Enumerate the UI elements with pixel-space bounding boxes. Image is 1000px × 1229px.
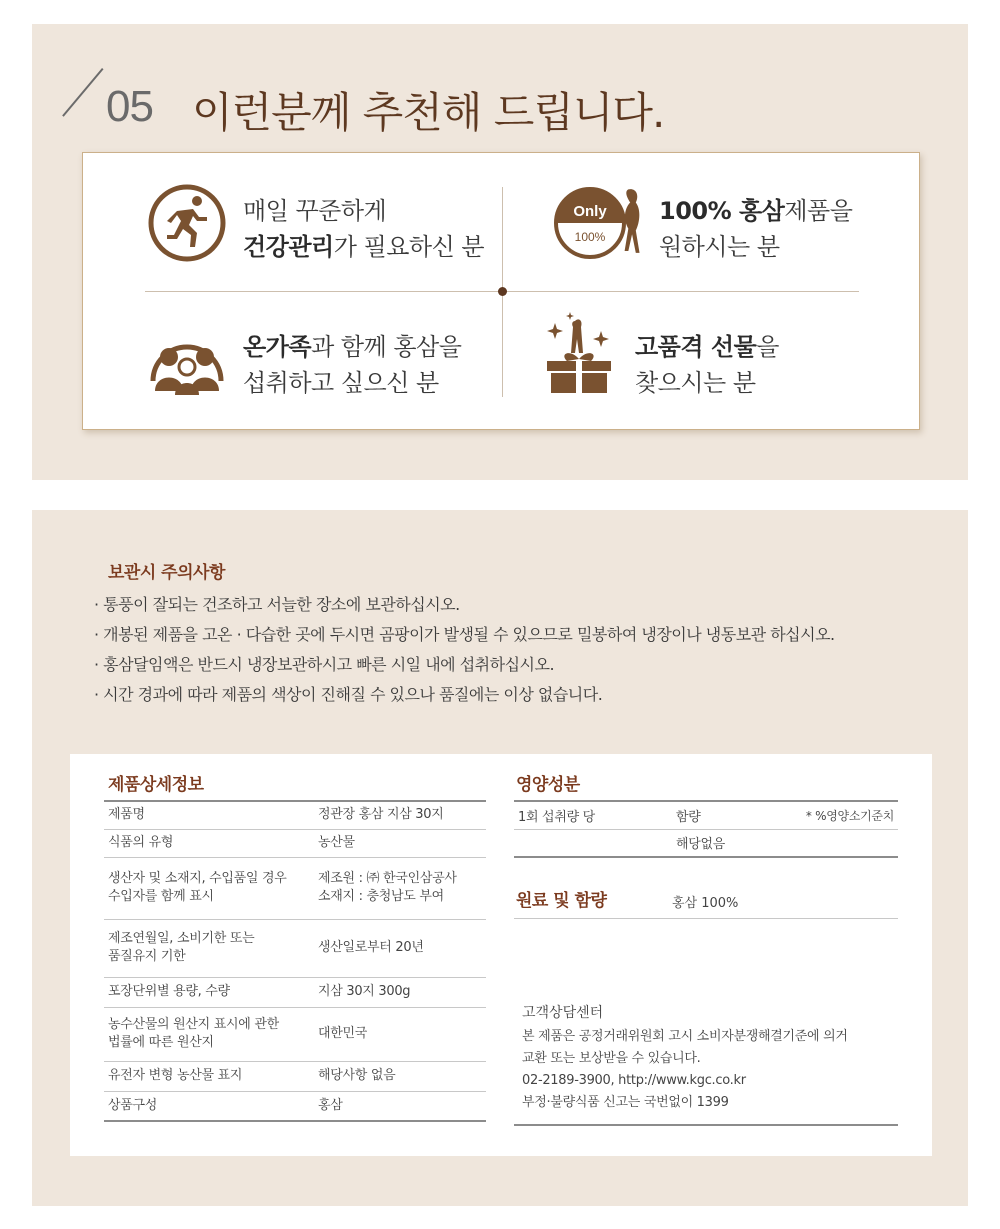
detail-value: 대한민국 [314,1007,486,1061]
section-title: 이런분께 추천해 드립니다. [192,88,665,137]
recommend-line1: 온가족과 함께 홍삼을 [243,333,462,361]
recommend-line2: 원하시는 분 [659,233,780,261]
storage-notes-list [94,590,835,710]
badge-100-text: 100% [574,230,606,244]
customer-line: 교환 또는 보상받을 수 있습니다. [522,1051,701,1066]
badge-only-text: Only [573,203,607,220]
recommend-section [32,24,968,480]
customer-line: 본 제품은 공정거래위원회 고시 소비자분쟁해결기준에 의거 [522,1029,848,1044]
storage-note: · 시간 경과에 따라 제품의 색상이 진해질 수 있으나 품질에는 이상 없습니다. [94,685,603,704]
recommend-item-100-red-ginseng [539,183,899,283]
product-info-box [70,754,932,1156]
nutrition-amount-header: 함량 [672,801,796,829]
table-row [104,977,486,1007]
customer-line: 부정·불량식품 신고는 국번없이 1399 [522,1095,729,1110]
recommend-line2: 찾으시는 분 [635,369,756,397]
ginseng-root-icon [619,185,647,261]
detail-key: 유전자 변형 농산물 표지 [104,1061,314,1091]
storage-note: · 홍삼달임액은 반드시 냉장보관하시고 빠른 시일 내에 섭취하십시오. [94,655,555,674]
recommend-item-text [243,329,461,401]
detail-key: 포장단위별 용량, 수량 [104,977,314,1007]
recommend-item-text [635,329,779,401]
runner-icon [147,183,227,263]
table-row [514,829,898,857]
detail-key: 상품구성 [104,1091,314,1121]
detail-value: 해당사항 없음 [314,1061,486,1091]
recommend-item-text [243,193,484,265]
customer-center-info [522,1026,848,1114]
detail-key: 농수산물의 원산지 표시에 관한 법률에 따른 원산지 [104,1007,314,1061]
storage-title: 보관시 주의사항 [108,563,225,583]
table-row [104,919,486,977]
detail-value: 정관장 홍삼 지삼 30지 [314,801,486,829]
storage-note: · 개봉된 제품을 고온 · 다습한 곳에 두시면 곰팡이가 발생될 수 있으므로 밀봉하여 냉장이나 냉동보관 하십시오. [94,625,835,644]
recommend-line2: 건강관리가 필요하신 분 [243,233,485,261]
table-row [104,829,486,857]
recommend-item-daily-health [147,183,507,283]
detail-value: 제조원 : ㈜ 한국인삼공사 소재지 : 충청남도 부여 [314,857,486,919]
gift-box-icon [539,309,619,399]
table-row [104,1091,486,1121]
table-row [514,801,898,829]
table-row [104,1007,486,1061]
nutrition-table [514,800,898,858]
details-title: 제품상세정보 [108,775,204,795]
recommend-line1: 100% 홍삼제품을 [659,197,853,225]
family-icon [147,319,227,399]
card-center-dot [498,287,507,296]
recommend-line2: 섭취하고 싶으신 분 [243,369,439,397]
storage-note: · 통풍이 잘되는 건조하고 서늘한 장소에 보관하십시오. [94,595,460,614]
nutrition-serving-header: 1회 섭취량 당 [514,801,672,829]
customer-line: 02-2189-3900, http://www.kgc.co.kr [522,1073,746,1088]
recommend-item-family [147,319,507,419]
detail-key: 생산자 및 소재지, 수입품일 경우 수입자를 함께 표시 [104,857,314,919]
recommend-line1: 고품격 선물을 [635,333,779,361]
nutrition-title: 영양성분 [516,775,580,795]
detail-value: 홍삼 [314,1091,486,1121]
recommend-item-text [659,193,852,265]
detail-key: 제품명 [104,801,314,829]
customer-bottom-rule [514,1124,898,1126]
nutrition-value: 해당없음 [672,829,796,857]
table-row [104,801,486,829]
section-number: 05 [106,82,153,131]
detail-key: 제조연월일, 소비기한 또는 품질유지 기한 [104,919,314,977]
ingredients-title: 원료 및 함량 [516,891,607,911]
ingredients-divider [514,918,898,919]
detail-value: 생산일로부터 20년 [314,919,486,977]
ingredients-value: 홍삼 100% [672,896,739,911]
recommend-line1: 매일 꾸준하게 [243,197,387,225]
heading-slash [62,68,103,117]
nutrition-daily-header: * %영양소기준치 [796,801,898,829]
product-details-table [104,800,486,1122]
detail-value: 농산물 [314,829,486,857]
table-row [104,857,486,919]
info-section [32,510,968,1206]
detail-value: 지삼 30지 300g [314,977,486,1007]
detail-key: 식품의 유형 [104,829,314,857]
recommend-card [82,152,920,430]
customer-center-title: 고객상담센터 [522,1005,604,1021]
recommend-item-premium-gift [539,309,899,409]
table-row [104,1061,486,1091]
section-heading [88,46,788,137]
